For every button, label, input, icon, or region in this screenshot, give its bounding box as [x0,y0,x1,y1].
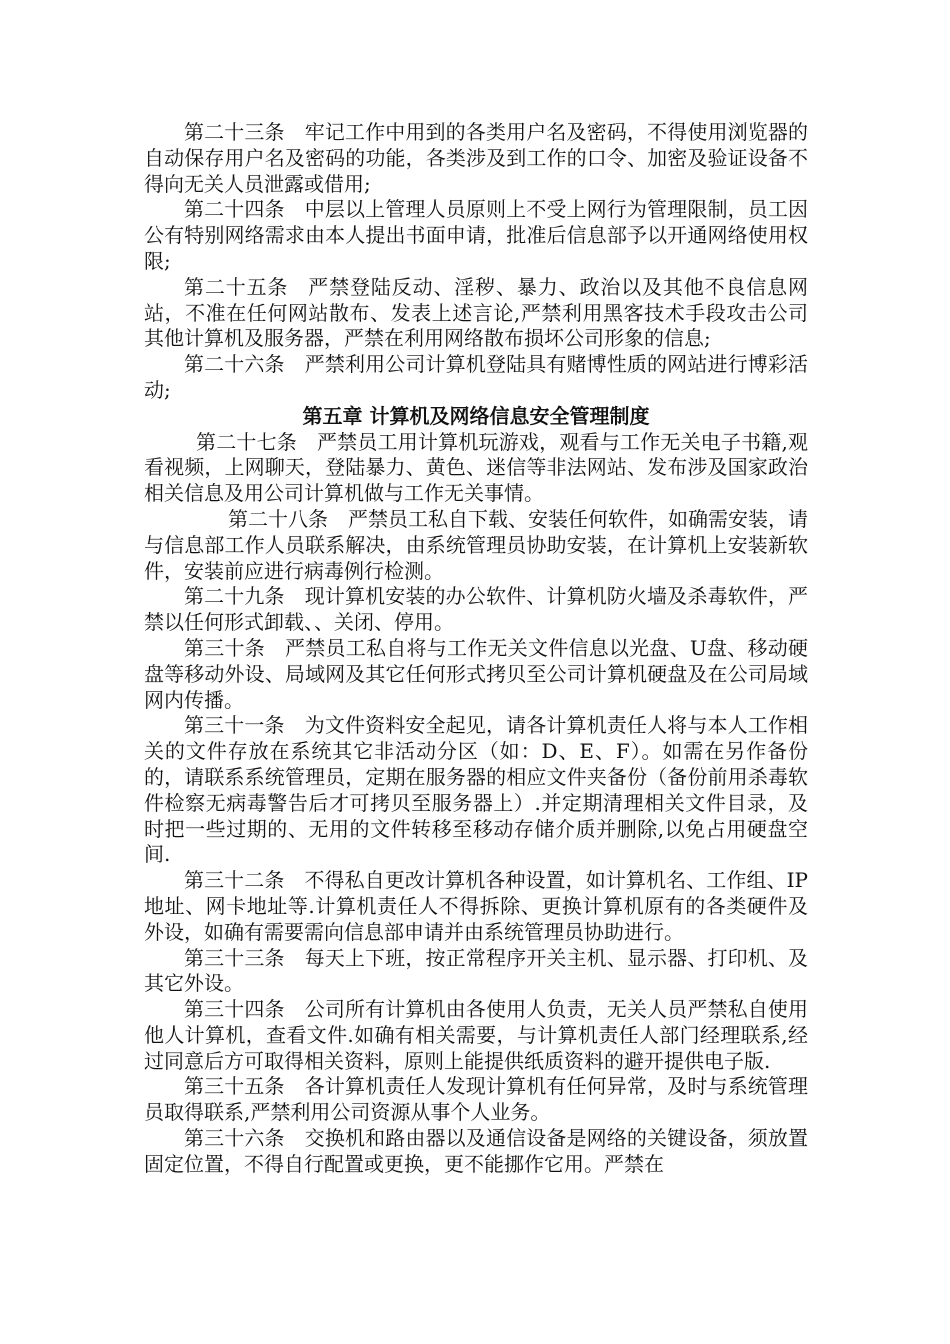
article-text: 严禁员工私自将与工作无关文件信息以光盘、U盘、移动硬盘等移动外设、局域网及其它任何形式拷贝至公司计算机硬盘及在公司局域网内传播。 [144,635,809,712]
article-number: 第二十九条 [184,584,285,609]
article-25 [144,275,808,352]
article-number: 第三十条 [184,635,265,660]
article-number: 第三十四条 [184,997,285,1022]
article-number: 第二十四条 [184,197,285,222]
article-number: 第三十六条 [184,1126,285,1151]
article-23 [144,120,808,197]
article-text: 严禁员工用计算机玩游戏，观看与工作无关电子书籍,观看视频，上网聊天，登陆暴力、黄色、迷信等非法网站、发布涉及国家政治相关信息及用公司计算机做与工作无关事情。 [144,429,809,506]
article-number: 第二十六条 [184,352,285,377]
article-28 [144,507,808,584]
article-text: 各计算机责任人发现计算机有任何异常，及时与系统管理员取得联系,严禁利用公司资源从事个人业务。 [144,1074,809,1125]
article-text: 不得私自更改计算机各种设置，如计算机名、工作组、IP地址、网卡地址等.计算机责任人不得拆除、更换计算机原有的各类硬件及外设，如确有需要需向信息部申请并由系统管理员协助进行。 [144,868,809,944]
article-34 [144,997,808,1074]
article-text: 现计算机安装的办公软件、计算机防火墙及杀毒软件，严禁以任何形式卸载、、关闭、停用。 [144,584,809,635]
article-29 [144,584,808,636]
chapter-title: 第五章 计算机及网络信息安全管理制度 [302,403,650,428]
article-number: 第二十八条 [228,506,328,531]
article-32 [144,868,808,945]
article-text: 为文件资料安全起见，请各计算机责任人将与本人工作相关的文件存放在系统其它非活动分区（如：D、E、F）。如需在另作备份的，请联系系统管理员，定期在服务器的相应文件夹备份（备份前用杀毒软件检察无病毒警告后才可拷贝至服务器上）.并定期清理相关文件目录，及时把一些过期的、无用的文件转移至移动存储介质并删除,以免占用硬盘空间. [144,713,809,867]
article-26 [144,352,808,404]
article-text: 牢记工作中用到的各类用户名及密码，不得使用浏览器的自动保存用户名及密码的功能，各类涉及到工作的口令、加密及验证设备不得向无关人员泄露或借用; [144,120,809,196]
article-number: 第二十三条 [184,120,285,144]
article-text: 严禁登陆反动、淫秽、暴力、政治以及其他不良信息网站，不准在任何网站散布、发表上述言论,严禁利用黑客技术手段攻击公司其他计算机及服务器，严禁在利用网络散布损坏公司形象的信息; [144,274,809,351]
document-page [144,120,808,1178]
article-31 [144,713,808,868]
article-number: 第三十三条 [184,945,285,970]
article-27 [144,430,808,507]
article-text: 中层以上管理人员原则上不受上网行为管理限制，员工因公有特别网络需求由本人提出书面申请，批准后信息部予以开通网络使用权限; [144,197,809,273]
article-30 [144,636,808,713]
article-number: 第三十二条 [184,868,285,893]
article-24 [144,197,808,274]
article-text: 每天上下班，按正常程序开关主机、显示器、打印机、及其它外设。 [144,945,809,996]
article-33 [144,946,808,998]
article-number: 第二十五条 [184,274,289,299]
article-text: 严禁员工私自下载、安装任何软件，如确需安装，请与信息部工作人员联系解决，由系统管理员协助安装，在计算机上安装新软件，安装前应进行病毒例行检测。 [144,506,808,583]
article-36 [144,1126,808,1178]
article-text: 严禁利用公司计算机登陆具有赌博性质的网站进行博彩活动; [144,352,809,402]
article-text: 交换机和路由器以及通信设备是网络的关键设备，须放置固定位置，不得自行配置或更换，更不能挪作它用。严禁在 [144,1126,809,1176]
article-number: 第三十五条 [184,1074,285,1099]
article-number: 第二十七条 [196,429,297,454]
article-text: 公司所有计算机由各使用人负责，无关人员严禁私自使用他人计算机，查看文件.如确有相关需要，与计算机责任人部门经理联系,经过同意后方可取得相关资料，原则上能提供纸质资料的避开提供电子版. [144,997,809,1073]
article-number: 第三十一条 [184,713,285,738]
article-35 [144,1074,808,1126]
